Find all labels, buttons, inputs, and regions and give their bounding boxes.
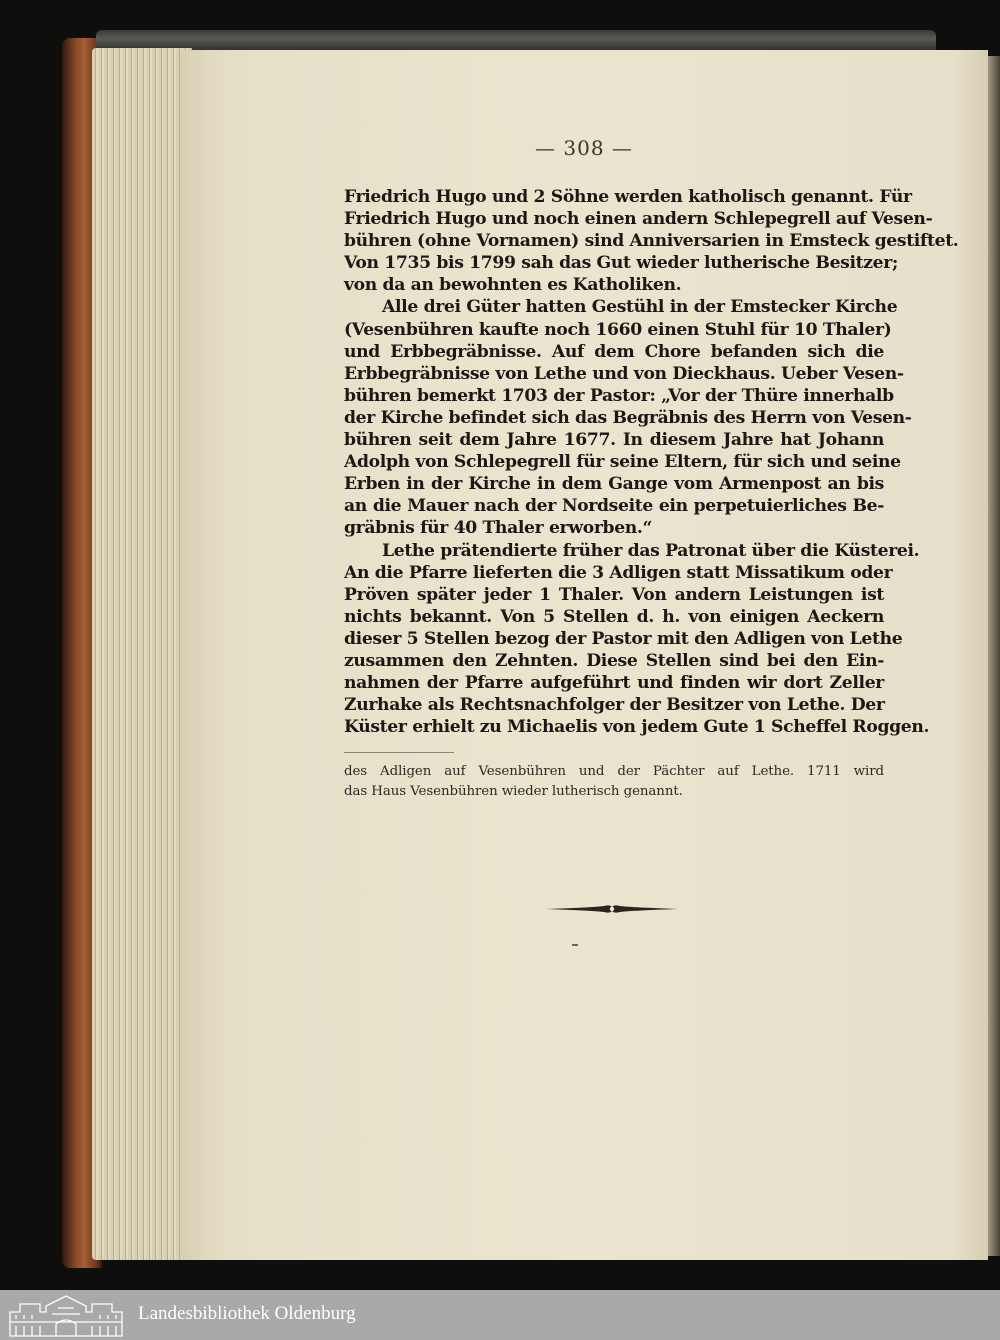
text-line: Lethe prätendierte früher das Patronat über die Küsterei. — [382, 540, 920, 561]
library-building-icon — [6, 1292, 126, 1338]
text-line: zusammen den Zehnten. Diese Stellen sind bei den Ein- — [344, 650, 884, 671]
book-cover-edge — [96, 30, 936, 52]
text-line: Küster erhielt zu Michaelis von jedem Gute 1 Scheffel Roggen. — [344, 717, 930, 738]
text-line: Friedrich Hugo und noch einen andern Schlepegrell auf Vesen- — [344, 209, 933, 230]
text-line: nahmen der Pfarre aufgeführt und finden wir dort Zeller — [344, 673, 884, 694]
text-line: von da an bewohnten es Katholiken. — [344, 275, 682, 296]
page-number: — 308 — — [535, 136, 633, 160]
text-line: An die Pfarre lieferten die 3 Adligen statt Missatikum oder — [344, 562, 893, 583]
text-line: bühren (ohne Vornamen) sind Anniversarien in Emsteck gestiftet. — [344, 231, 959, 252]
book-page — [180, 50, 988, 1260]
footnote-line: des Adligen auf Vesenbühren und der Pächter auf Lethe. 1711 wird — [344, 764, 884, 779]
footnote-line: das Haus Vesenbühren wieder lutherisch genannt. — [344, 784, 683, 799]
text-line: Pröven später jeder 1 Thaler. Von andern Leistungen ist — [344, 584, 884, 605]
text-line: Zurhake als Rechtsnachfolger der Besitzer von Lethe. Der — [344, 695, 885, 716]
text-line: bühren seit dem Jahre 1677. In diesem Jahre hat Johann — [344, 430, 884, 451]
text-line: dieser 5 Stellen bezog der Pastor mit den Adligen von Lethe — [344, 628, 903, 649]
footer-banner — [0, 1290, 1000, 1340]
text-line: der Kirche befindet sich das Begräbnis des Herrn von Vesen- — [344, 407, 912, 428]
text-line: Alle drei Güter hatten Gestühl in der Emstecker Kirche — [382, 297, 898, 318]
text-line: Erbbegräbnisse von Lethe und von Dieckhaus. Ueber Vesen- — [344, 363, 904, 384]
text-line: und Erbbegräbnisse. Auf dem Chore befanden sich die — [344, 341, 884, 362]
text-line: bühren bemerkt 1703 der Pastor: „Vor der Thüre innerhalb — [344, 385, 894, 406]
text-line: nichts bekannt. Von 5 Stellen d. h. von einigen Aeckern — [344, 606, 884, 627]
ornament-divider-icon — [546, 902, 678, 916]
body-text — [344, 186, 959, 738]
text-line: an die Mauer nach der Nordseite ein perpetuierliches Be- — [344, 496, 884, 517]
library-name: Landesbibliothek Oldenburg — [138, 1303, 356, 1324]
text-line: Von 1735 bis 1799 sah das Gut wieder lutherische Besitzer; — [344, 253, 898, 274]
text-line: Friedrich Hugo und 2 Söhne werden katholisch genannt. Für — [344, 187, 912, 207]
text-line: (Vesenbühren kaufte noch 1660 einen Stuhl für 10 Thaler) — [344, 319, 892, 340]
text-line: Erben in der Kirche in dem Gange vom Armenpost an bis — [344, 474, 884, 495]
text-line: gräbnis für 40 Thaler erworben.“ — [344, 518, 653, 539]
print-mark — [572, 944, 578, 946]
page-stack-edges — [92, 48, 192, 1260]
footnote-rule — [344, 752, 454, 753]
text-line: Adolph von Schlepegrell für seine Eltern, für sich und seine — [344, 452, 901, 473]
footnotes — [344, 762, 884, 802]
